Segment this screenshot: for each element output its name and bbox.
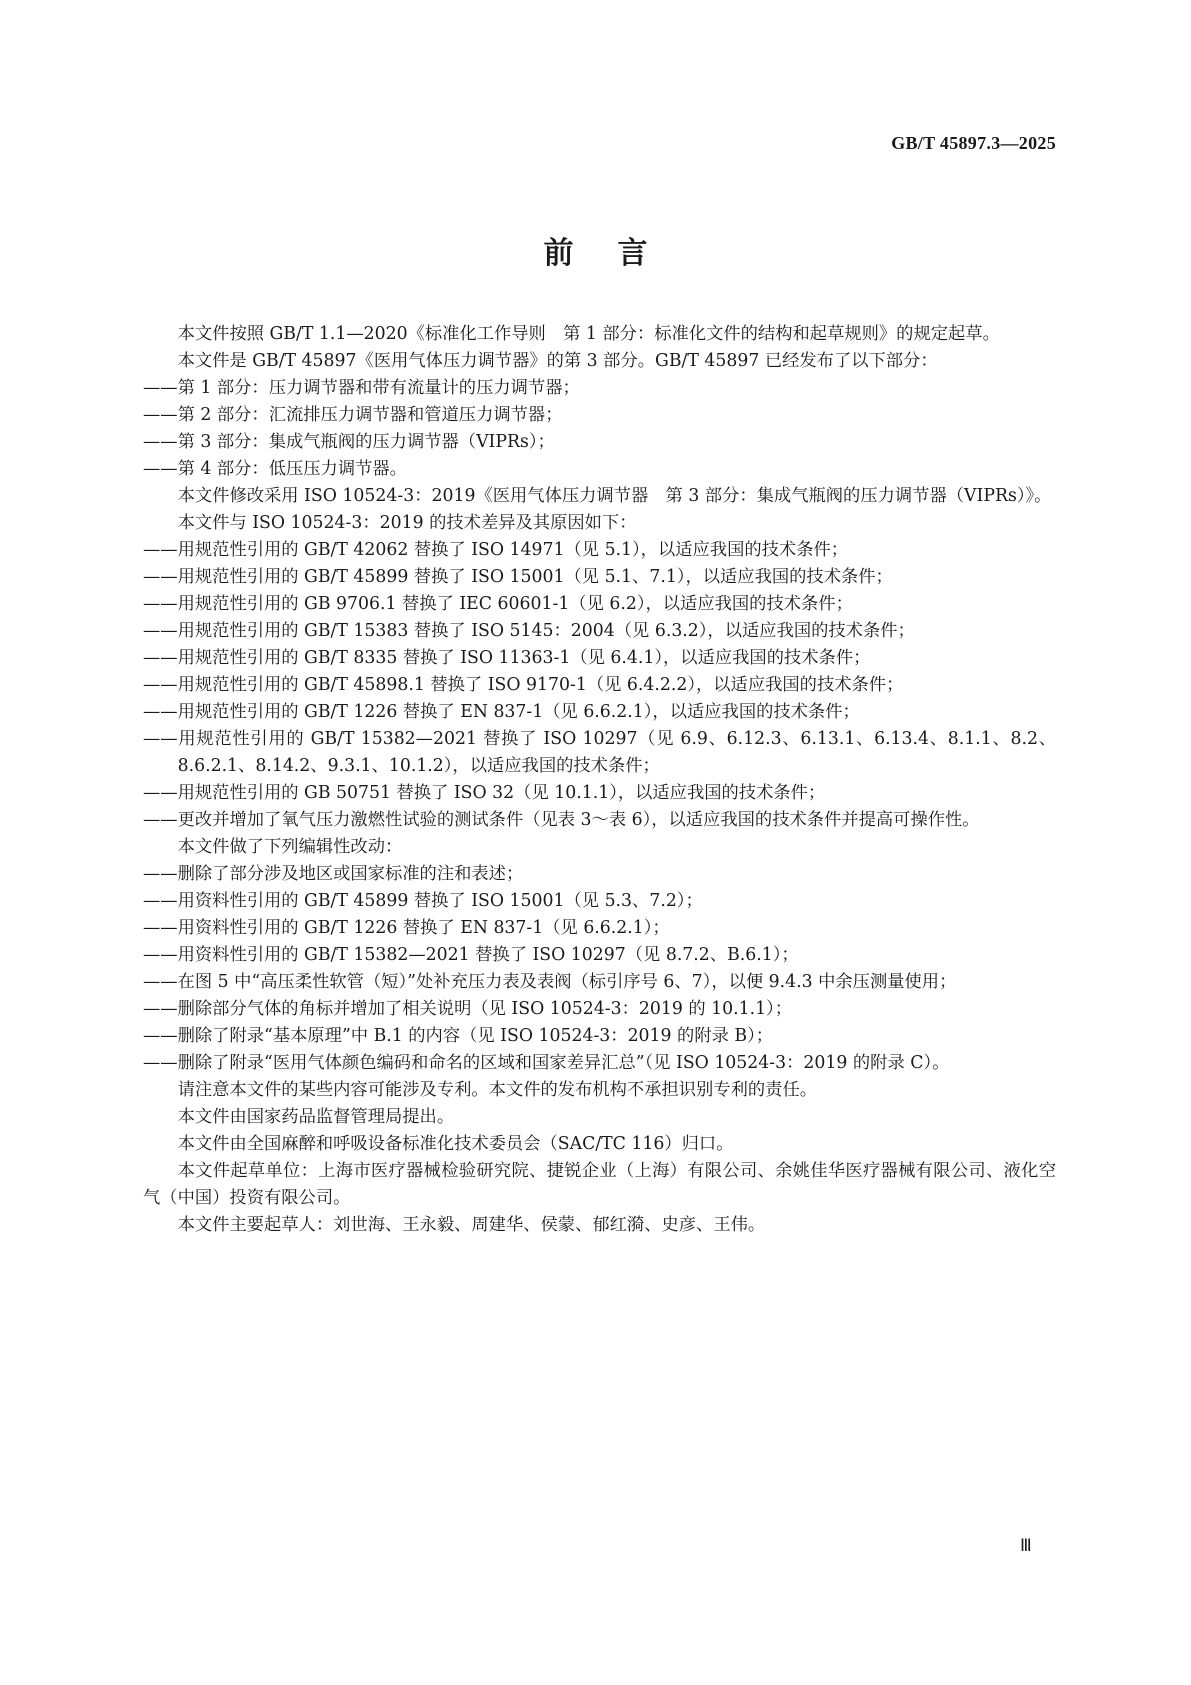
list-item (143, 942, 1056, 969)
list-item (143, 564, 1056, 591)
list-item-text: 用规范性引用的 GB/T 15383 替换了 ISO 5145：2004（见 6.3.2），以适应我国的技术条件； (177, 621, 915, 641)
list-dash: —— (143, 783, 178, 803)
list-dash: —— (143, 432, 178, 452)
page-title: 前言 (543, 236, 692, 271)
list-dash: —— (143, 567, 178, 587)
list-item-text: 第 4 部分：低压压力调节器。 (177, 459, 407, 479)
page-number: Ⅲ (1020, 1536, 1032, 1555)
paragraph: 本文件做了下列编辑性改动： (177, 837, 403, 857)
list-item-text: 第 2 部分：汇流排压力调节器和管道压力调节器； (177, 405, 563, 425)
paragraph: 请注意本文件的某些内容可能涉及专利。本文件的发布机构不承担识别专利的责任。 (177, 1080, 818, 1100)
list-item-text: 用资料性引用的 GB/T 45899 替换了 ISO 15001（见 5.3、7.2）； (177, 891, 703, 911)
list-item (143, 861, 1056, 888)
list-item (143, 888, 1056, 915)
list-dash: —— (143, 675, 178, 695)
list-dash: —— (143, 1026, 178, 1046)
list-item (143, 645, 1056, 672)
list-item-text: 用资料性引用的 GB/T 1226 替换了 EN 837-1（见 6.6.2.1）； (177, 918, 670, 938)
list-item-text: 用规范性引用的 GB/T 42062 替换了 ISO 14971（见 5.1），以适应我国的技术条件； (177, 540, 849, 560)
standard-number: GB/T 45897.3—2025 (891, 133, 1056, 153)
list-dash: —— (143, 864, 178, 884)
list-dash: —— (143, 891, 178, 911)
list-dash: —— (143, 1053, 178, 1073)
list-item-text: 用规范性引用的 GB/T 45898.1 替换了 ISO 9170-1（见 6.4.2.2），以适应我国的技术条件； (177, 675, 904, 695)
paragraph: 本文件修改采用 ISO 10524-3：2019《医用气体压力调节器 第 3 部分：集成气瓶阀的压力调节器（VIPRs）》。 (177, 486, 1052, 506)
list-item (143, 915, 1056, 942)
list-item (143, 618, 1056, 645)
list-item (143, 402, 1056, 429)
list-dash: —— (143, 918, 178, 938)
list-item (143, 1023, 1056, 1050)
paragraph: 本文件与 ISO 10524-3：2019 的技术差异及其原因如下： (177, 513, 637, 533)
list-item (143, 375, 1056, 402)
list-dash: —— (143, 621, 178, 641)
list-item (143, 726, 1056, 780)
list-dash: —— (143, 540, 178, 560)
list-item (143, 429, 1056, 456)
list-item (143, 537, 1056, 564)
foreword-body (143, 321, 1056, 1239)
list-dash: —— (143, 702, 178, 722)
list-item-text: 用规范性引用的 GB/T 1226 替换了 EN 837-1（见 6.6.2.1），以适应我国的技术条件； (177, 702, 860, 722)
list-item-text: 用规范性引用的 GB/T 45899 替换了 ISO 15001（见 5.1、7.1），以适应我国的技术条件； (177, 567, 893, 587)
list-item-text: 删除部分气体的角标并增加了相关说明（见 ISO 10524-3：2019 的 10.1.1）； (177, 999, 792, 1019)
list-item (143, 456, 1056, 483)
paragraph: 本文件由全国麻醉和呼吸设备标准化技术委员会（SAC/TC 116）归口。 (177, 1134, 734, 1154)
list-dash: —— (143, 459, 178, 479)
list-item-text: 第 3 部分：集成气瓶阀的压力调节器（VIPRs）； (177, 432, 555, 452)
list-item (143, 591, 1056, 618)
list-item (143, 969, 1056, 996)
list-dash: —— (143, 999, 178, 1019)
list-dash: —— (143, 378, 178, 398)
list-item-text: 第 1 部分：压力调节器和带有流量计的压力调节器； (177, 378, 580, 398)
list-dash: —— (143, 648, 178, 668)
list-item (143, 699, 1056, 726)
list-item (143, 996, 1056, 1023)
list-dash: —— (143, 810, 178, 830)
list-item-text: 用资料性引用的 GB/T 15382—2021 替换了 ISO 10297（见 8.7.2、B.6.1）； (177, 945, 799, 965)
paragraph: 本文件是 GB/T 45897《医用气体压力调节器》的第 3 部分。GB/T 45897 已经发布了以下部分： (177, 351, 938, 371)
list-item-text: 在图 5 中“高压柔性软管（短）”处补充压力表及表阀（标引序号 6、7），以便 9.4.3 中余压测量使用； (177, 972, 957, 992)
list-item-text: 更改并增加了氧气压力激燃性试验的测试条件（见表 3～表 6），以适应我国的技术条件并提高可操作性。 (177, 810, 980, 830)
list-item-text: 删除了附录“医用气体颜色编码和命名的区域和国家差异汇总”（见 ISO 10524-3：2019 的附录 C）。 (177, 1053, 950, 1073)
list-dash: —— (143, 405, 178, 425)
list-dash: —— (143, 594, 178, 614)
list-item-text: 用规范性引用的 GB 50751 替换了 ISO 32（见 10.1.1），以适应我国的技术条件； (177, 783, 826, 803)
list-item-text: 用规范性引用的 GB/T 8335 替换了 ISO 11363-1（见 6.4.1），以适应我国的技术条件； (177, 648, 871, 668)
list-item (143, 1050, 1056, 1077)
paragraph: 本文件按照 GB/T 1.1—2020《标准化工作导则 第 1 部分：标准化文件的结构和起草规则》的规定起草。 (177, 324, 1000, 344)
list-item-text: 用规范性引用的 GB/T 15382—2021 替换了 ISO 10297（见 6.9、6.12.3、6.13.1、6.13.4、8.1.1、8.2、8.6.2.1、8.14.2、9.3.1、10.1.2），以适应我国的技术条件； (177, 729, 1056, 776)
list-dash: —— (143, 729, 178, 749)
paragraph: 本文件主要起草人：刘世海、王永毅、周建华、侯蒙、郁红漪、史彦、王伟。 (177, 1215, 766, 1235)
list-item (143, 807, 1056, 834)
list-item-text: 删除了部分涉及地区或国家标准的注和表述； (177, 864, 524, 884)
list-item-text: 删除了附录“基本原理”中 B.1 的内容（见 ISO 10524-3：2019 的附录 B）； (177, 1026, 773, 1046)
list-dash: —— (143, 972, 178, 992)
list-dash: —— (143, 945, 178, 965)
paragraph: 本文件起草单位：上海市医疗器械检验研究院、捷锐企业（上海）有限公司、余姚佳华医疗器械有限公司、液化空气（中国）投资有限公司。 (143, 1161, 1056, 1208)
list-item (143, 672, 1056, 699)
list-item-text: 用规范性引用的 GB 9706.1 替换了 IEC 60601-1（见 6.2），以适应我国的技术条件； (177, 594, 853, 614)
list-item (143, 780, 1056, 807)
paragraph: 本文件由国家药品监督管理局提出。 (177, 1107, 455, 1127)
